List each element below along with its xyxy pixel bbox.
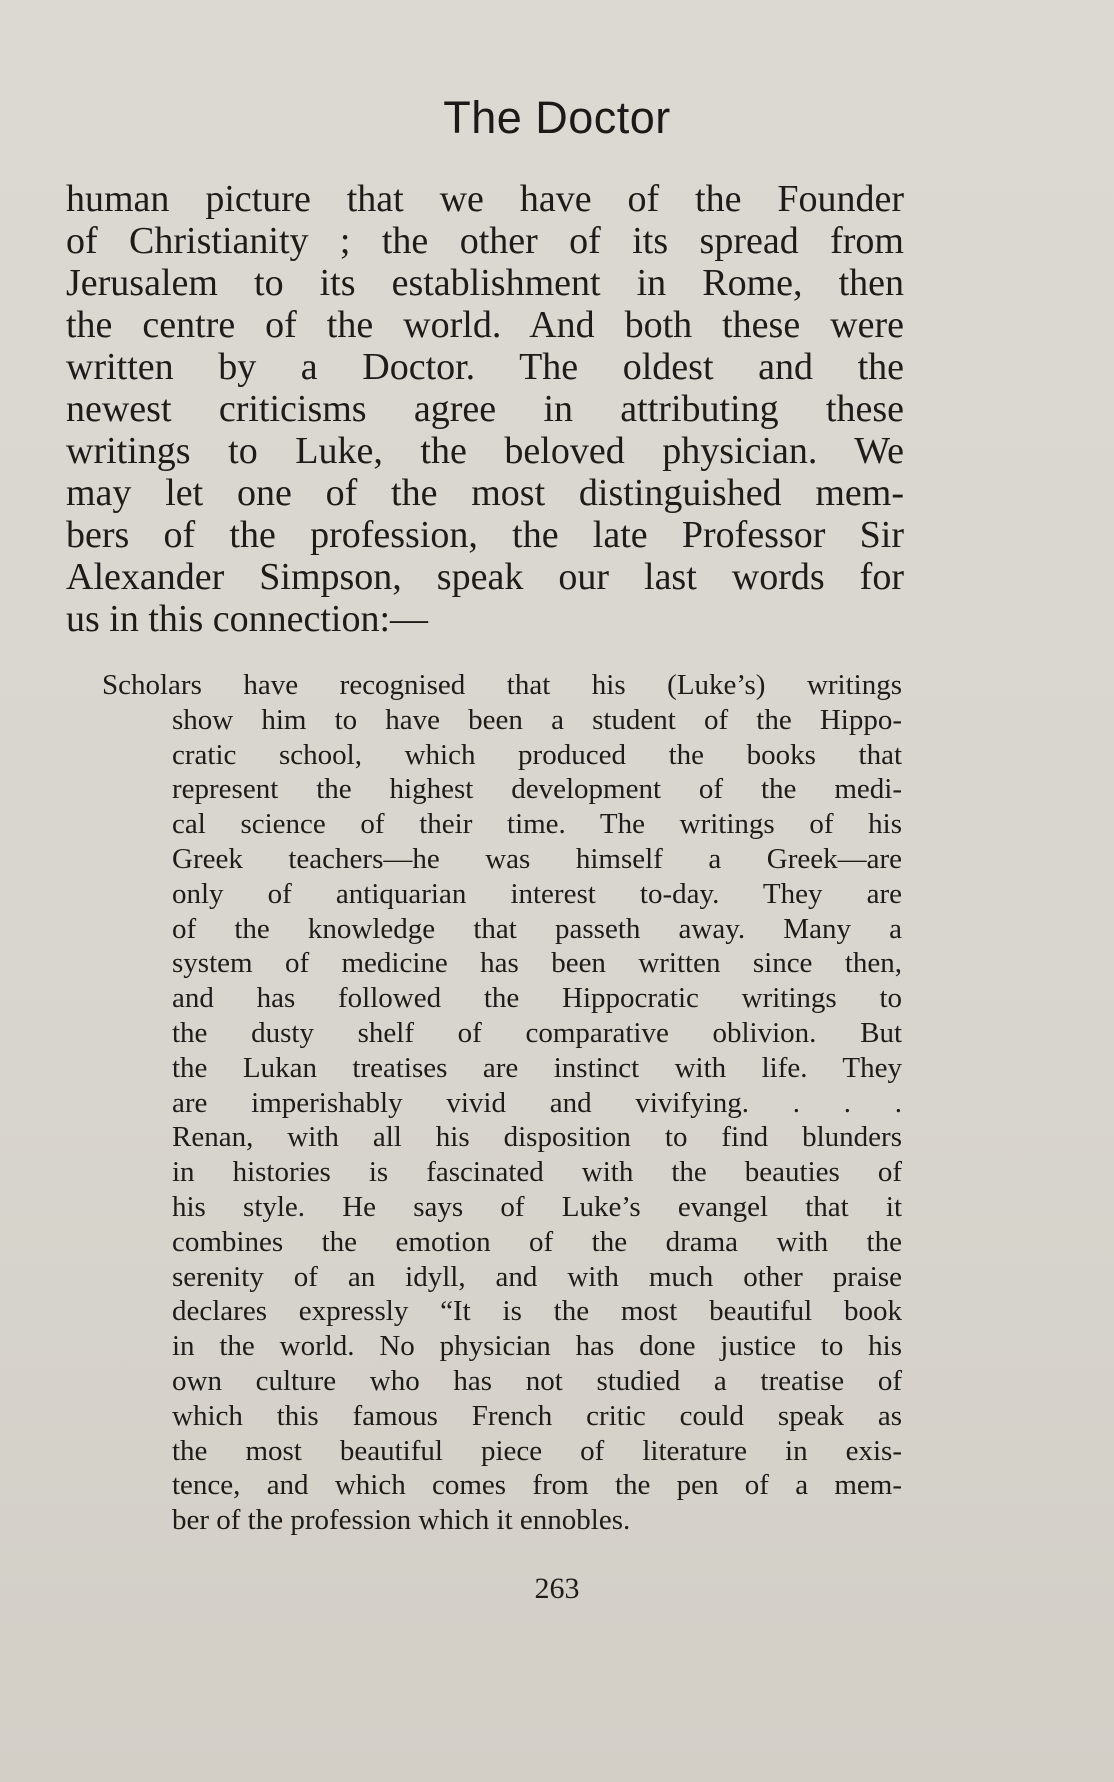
running-head: The Doctor [443,92,671,143]
body-line: writings to Luke, the beloved physician. We [66,430,904,472]
quote-line: serenity of an idyll, and with much other praise [172,1260,902,1293]
quote-line: own culture who has not studied a treatise of [172,1364,902,1397]
body-line: Alexander Simpson, speak our last words for [66,556,904,598]
quote-line: are imperishably vivid and vivifying. . . . [172,1086,902,1119]
body-line: human picture that we have of the Founder [66,178,904,220]
quote-line: declares expressly “It is the most beautiful book [172,1295,902,1328]
quote-line: cal science of their time. The writings of his [172,808,902,841]
quote-line: ber of the profession which it ennobles. [172,1504,631,1537]
quote-line: represent the highest development of the medi- [172,773,902,806]
quote-line: show him to have been a student of the Hippo- [172,703,902,736]
body-line: written by a Doctor. The oldest and the [66,346,904,388]
body-line: us in this connection:— [66,598,429,640]
block-quote [102,668,902,1538]
quote-line: his style. He says of Luke’s evangel that it [172,1190,902,1223]
quote-line: which this famous French critic could speak as [172,1399,902,1432]
quote-line: of the knowledge that passeth away. Many a [172,912,902,945]
quote-line: Renan, with all his disposition to find blunders [172,1121,902,1154]
body-line: of Christianity ; the other of its spread from [66,220,904,262]
quote-line: the dusty shelf of comparative oblivion. But [172,1016,902,1049]
body-line: Jerusalem to its establishment in Rome, then [66,262,904,304]
body-line: the centre of the world. And both these were [66,304,904,346]
quote-line: in the world. No physician has done justice to his [172,1330,902,1363]
quote-line: Scholars have recognised that his (Luke’s) writings [102,669,902,701]
body-line: bers of the profession, the late Professor Sir [66,514,904,556]
quote-line: tence, and which comes from the pen of a mem- [172,1469,902,1502]
quote-line: and has followed the Hippocratic writings to [172,982,902,1015]
quote-line: Greek teachers—he was himself a Greek—are [172,842,902,875]
body-paragraph [66,178,904,640]
quote-line: the most beautiful piece of literature in exis- [172,1434,902,1467]
quote-line: system of medicine has been written since then, [172,947,902,980]
quote-line: in histories is fascinated with the beauties of [172,1156,902,1189]
page-number: 263 [534,1572,580,1605]
quote-line: combines the emotion of the drama with the [172,1225,902,1258]
body-line: may let one of the most distinguished mem- [66,472,904,514]
quote-line: cratic school, which produced the books that [172,738,902,771]
quote-line: only of antiquarian interest to-day. They are [172,877,902,910]
body-line: newest criticisms agree in attributing these [66,388,904,430]
quote-line: the Lukan treatises are instinct with life. They [172,1051,902,1084]
